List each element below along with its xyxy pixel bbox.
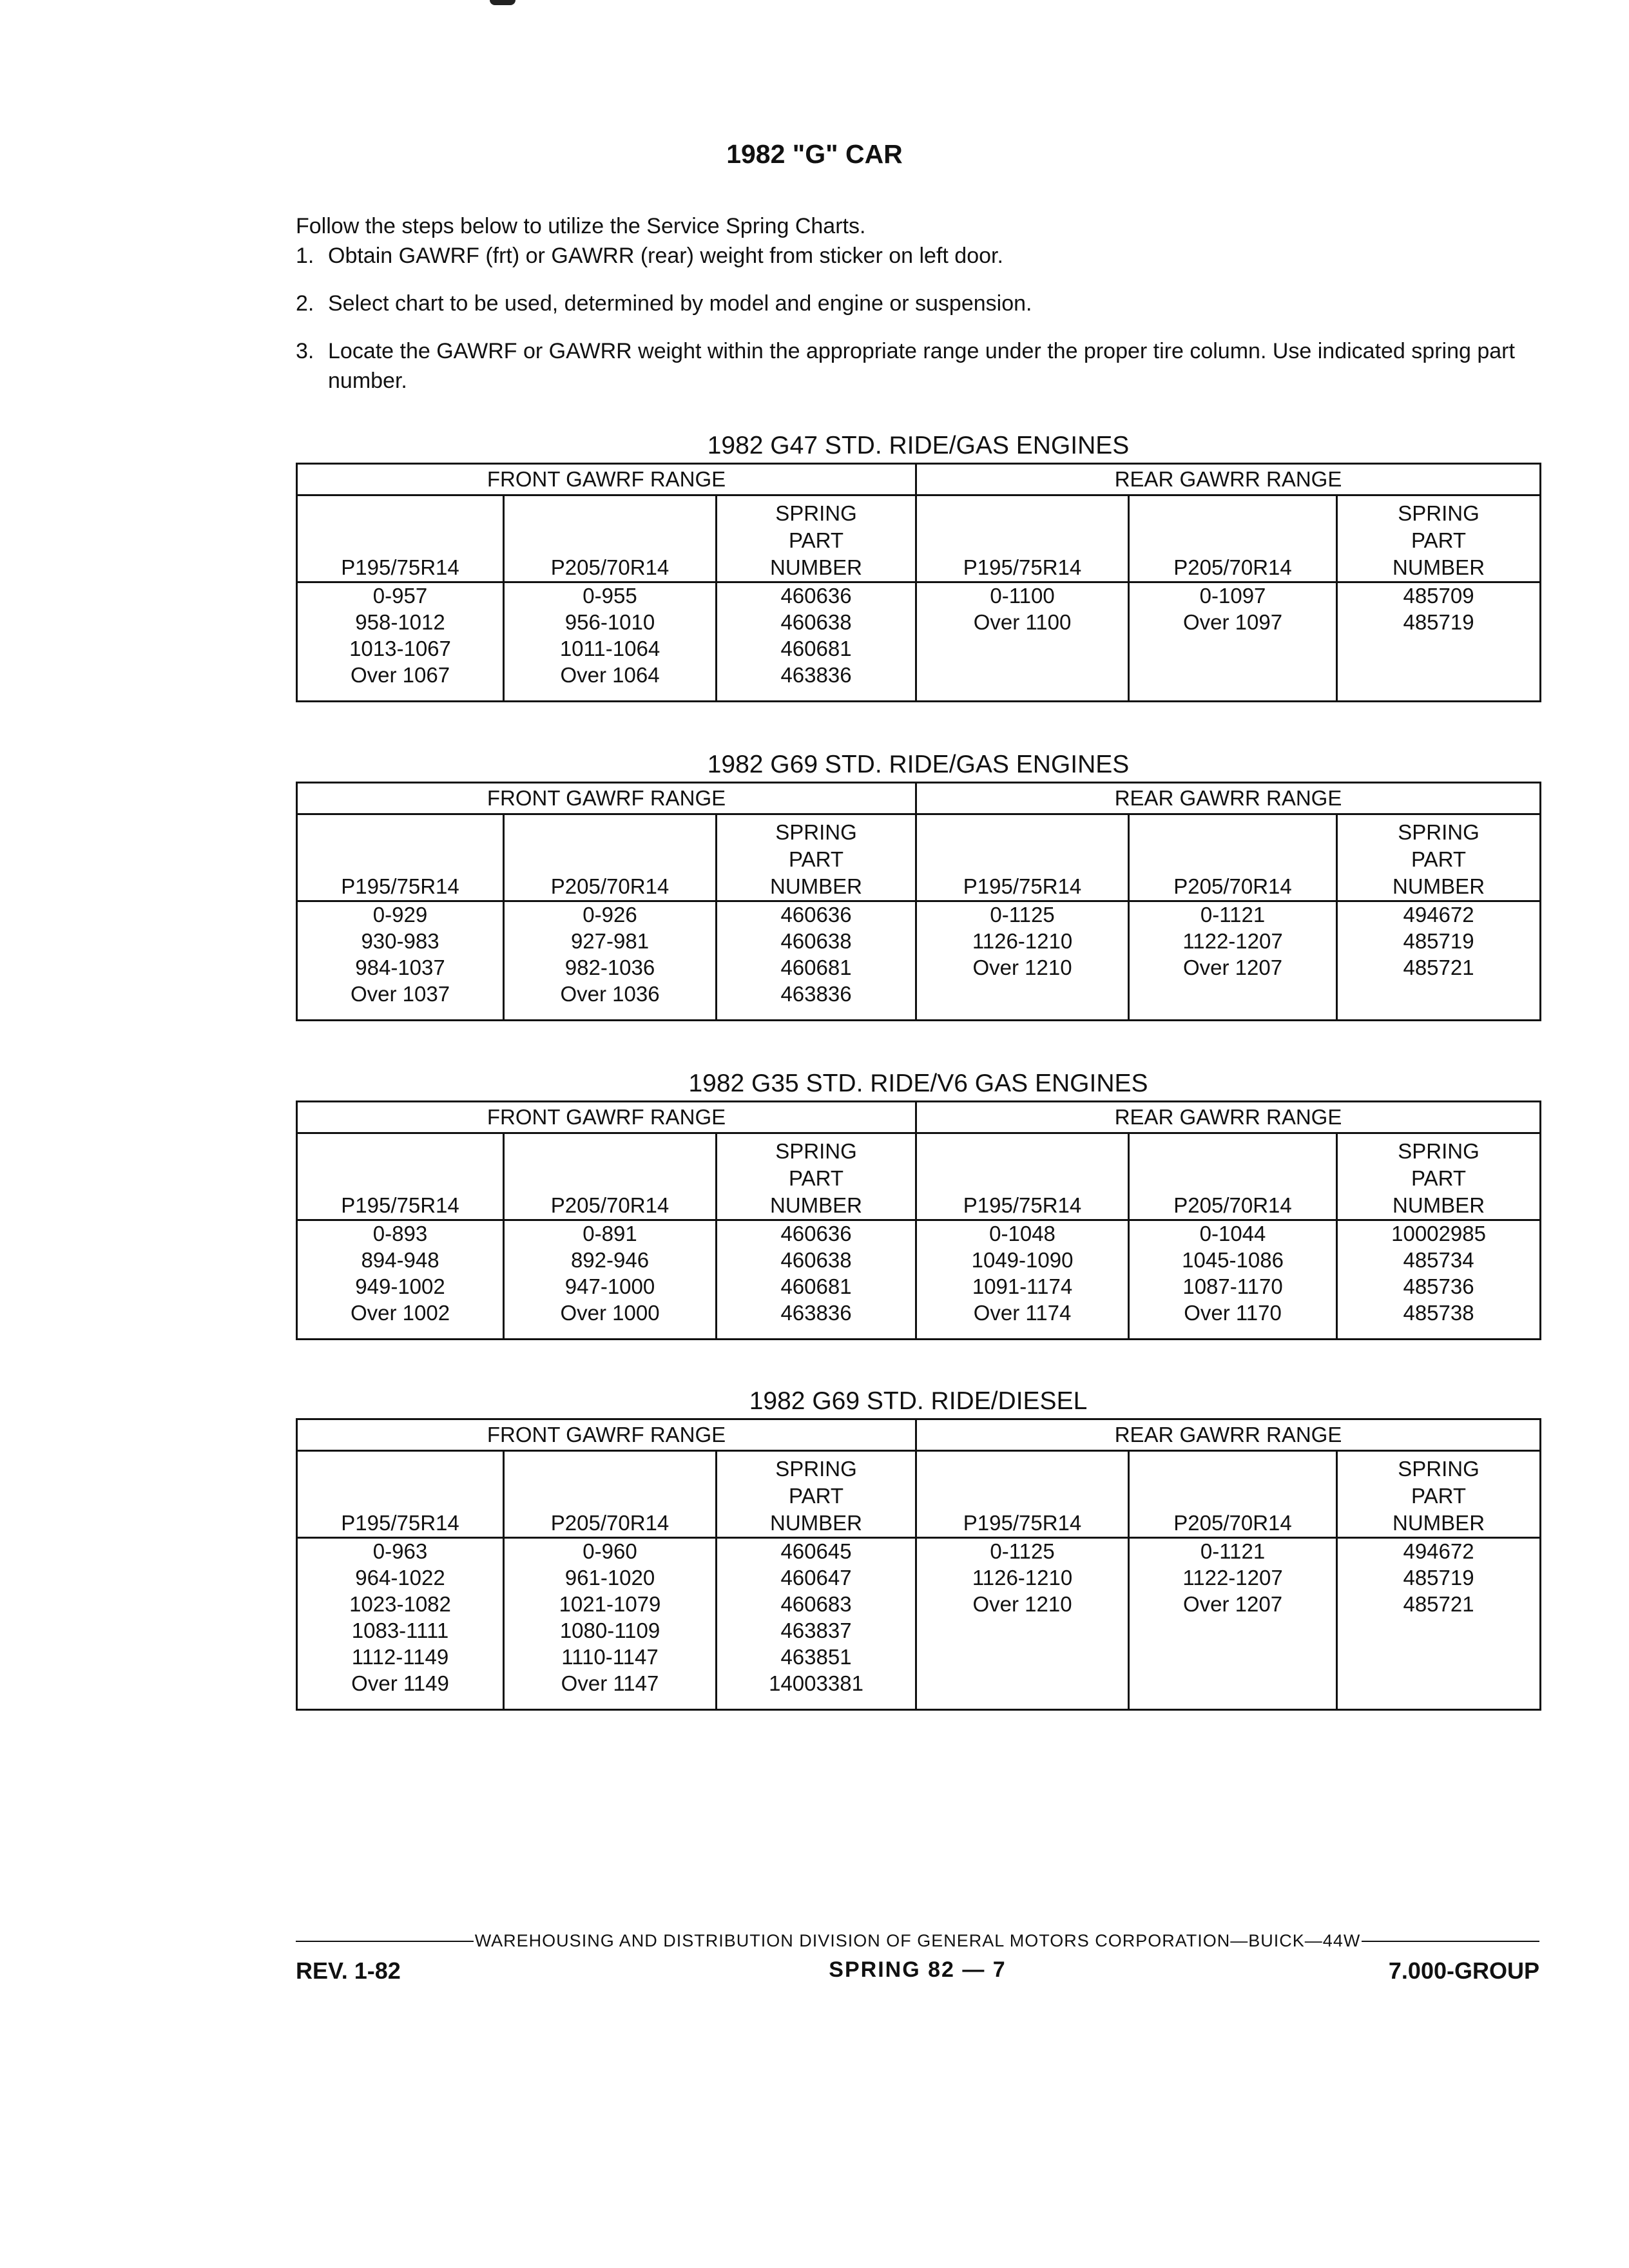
spring-part-number-header: [717, 1451, 916, 1538]
weight-range: Over 1000: [560, 1301, 660, 1325]
header-line-number: NUMBER: [1393, 555, 1485, 579]
front-range-header: FRONT GAWRF RANGE: [297, 1419, 916, 1451]
spring-part-number: 460638: [780, 610, 852, 634]
weight-range: 1122-1207: [1182, 1566, 1283, 1590]
weight-range: 1011-1064: [559, 637, 660, 660]
weight-range: 0-1121: [1200, 903, 1266, 927]
rear-p205-column: [1129, 1220, 1337, 1340]
weight-range: 956-1010: [564, 610, 655, 634]
chart-title: 1982 G47 STD. RIDE/GAS ENGINES: [707, 432, 1130, 459]
header-line-number: NUMBER: [770, 1511, 863, 1535]
spring-part-number: 485709: [1403, 584, 1474, 608]
step-number: 2.: [296, 291, 314, 316]
rear-part-column: [1337, 901, 1541, 1021]
spring-part-number: 463836: [780, 663, 852, 687]
rear-range-header: REAR GAWRR RANGE: [916, 464, 1541, 495]
header-line-spring: SPRING: [775, 820, 857, 844]
weight-range: 947-1000: [564, 1274, 655, 1298]
spring-part-number: 460645: [780, 1539, 852, 1563]
header-line-part: PART: [789, 528, 843, 552]
header-line-spring: SPRING: [1398, 1457, 1480, 1481]
chart-title: 1982 G69 STD. RIDE/GAS ENGINES: [707, 751, 1130, 778]
spring-part-number: 485721: [1403, 1592, 1474, 1616]
footer: [296, 1957, 1539, 1984]
header-line-number: NUMBER: [770, 874, 863, 898]
step-text: Select chart to be used, determined by model and engine or suspension.: [328, 291, 1032, 316]
weight-range: 0-926: [583, 903, 637, 927]
footer-division: WAREHOUSING AND DISTRIBUTION DIVISION OF GENERAL MOTORS CORPORATION—BUICK—44W: [474, 1931, 1361, 1950]
weight-range: 1122-1207: [1182, 929, 1283, 953]
rear-p205-column: [1129, 1538, 1337, 1710]
weight-range: Over 1170: [1184, 1301, 1282, 1325]
scan-artifact: [490, 0, 516, 5]
weight-range: Over 1036: [560, 982, 660, 1006]
weight-range: 927-981: [570, 929, 650, 953]
spring-part-number: 460636: [780, 584, 852, 608]
spring-part-number: 485719: [1403, 1566, 1474, 1590]
spring-chart-table: [296, 463, 1541, 702]
tire-p195-header: P195/75R14: [916, 814, 1129, 901]
weight-range: Over 1064: [560, 663, 660, 687]
front-range-header: FRONT GAWRF RANGE: [297, 464, 916, 495]
spring-part-number: 463851: [780, 1645, 852, 1669]
header-line-part: PART: [1411, 847, 1467, 871]
tire-p205-header: P205/70R14: [1129, 1451, 1337, 1538]
weight-range: 1049-1090: [971, 1248, 1074, 1272]
weight-range: 0-1125: [990, 1539, 1055, 1563]
instructions: [296, 211, 1546, 396]
weight-range: Over 1149: [351, 1671, 449, 1695]
spring-part-number: 460636: [780, 903, 852, 927]
front-p195-column: [297, 582, 504, 702]
spring-part-number: 485721: [1403, 956, 1474, 979]
weight-range: 1126-1210: [972, 929, 1073, 953]
spring-part-number-header: [1337, 495, 1541, 582]
spring-part-number: 460681: [780, 956, 852, 979]
rear-p195-column: [916, 901, 1129, 1021]
weight-range: Over 1100: [973, 610, 1072, 634]
front-p205-column: [504, 901, 717, 1021]
tire-p195-header: P195/75R14: [916, 495, 1129, 582]
tire-p195-header: P195/75R14: [297, 814, 504, 901]
spring-part-number: 463837: [780, 1619, 852, 1642]
spring-part-number: 494672: [1403, 1539, 1474, 1563]
header-line-part: PART: [789, 847, 843, 871]
weight-range: 1110-1147: [561, 1645, 659, 1669]
chart-title: 1982 G35 STD. RIDE/V6 GAS ENGINES: [688, 1070, 1148, 1097]
rear-part-column: [1337, 1538, 1541, 1710]
footer-rule-left: [296, 1941, 474, 1942]
spring-part-number: 485738: [1403, 1301, 1474, 1325]
tire-p195-header: P195/75R14: [916, 1451, 1129, 1538]
weight-range: 0-891: [583, 1222, 637, 1245]
weight-range: 0-1100: [990, 584, 1055, 608]
spring-part-number: 10002985: [1391, 1222, 1486, 1245]
spring-part-number-header: [1337, 1133, 1541, 1220]
front-p195-column: [297, 1220, 504, 1340]
tire-p205-header: P205/70R14: [504, 1133, 717, 1220]
weight-range: Over 1210: [972, 1592, 1072, 1616]
spring-part-number-header: [717, 814, 916, 901]
weight-range: Over 1207: [1182, 1592, 1283, 1616]
front-range-header: FRONT GAWRF RANGE: [297, 1102, 916, 1133]
spring-part-number: 494672: [1403, 903, 1474, 927]
chart-title: 1982 G69 STD. RIDE/DIESEL: [749, 1387, 1088, 1415]
header-line-part: PART: [789, 1484, 843, 1508]
weight-range: Over 1097: [1182, 610, 1283, 634]
weight-range: 958-1012: [355, 610, 445, 634]
spring-part-number: 460638: [780, 929, 852, 953]
header-line-spring: SPRING: [775, 501, 857, 525]
header-line-spring: SPRING: [775, 1139, 857, 1163]
header-line-part: PART: [789, 1166, 843, 1190]
footer-revision: REV. 1-82: [296, 1957, 401, 1984]
weight-range: 0-1044: [1199, 1222, 1266, 1245]
weight-range: 894-948: [361, 1248, 439, 1272]
weight-range: 1023-1082: [349, 1592, 451, 1616]
weight-range: 930-983: [361, 929, 439, 953]
step-text: Obtain GAWRF (frt) or GAWRR (rear) weight from sticker on left door.: [328, 244, 1003, 268]
table-row: [297, 582, 1541, 702]
front-part-column: [717, 1538, 916, 1710]
tire-p205-header: P205/70R14: [504, 1451, 717, 1538]
weight-range: 961-1020: [564, 1566, 655, 1590]
header-line-spring: SPRING: [1398, 501, 1480, 525]
header-line-number: NUMBER: [770, 1193, 863, 1217]
weight-range: 1080-1109: [559, 1619, 660, 1642]
spring-part-number-header: [717, 495, 916, 582]
spring-part-number: 485734: [1403, 1248, 1474, 1272]
rear-range-header: REAR GAWRR RANGE: [916, 783, 1541, 814]
instructions-lead: Follow the steps below to utilize the Service Spring Charts.: [296, 214, 866, 238]
weight-range: 1021-1079: [559, 1592, 661, 1616]
footer-division-line: [296, 1931, 1539, 1951]
weight-range: 892-946: [570, 1248, 650, 1272]
spring-part-number: 485719: [1403, 929, 1474, 953]
spring-part-number: 485719: [1403, 610, 1474, 634]
front-p195-column: [297, 1538, 504, 1710]
weight-range: 1083-1111: [351, 1619, 449, 1642]
step-number: 3.: [296, 339, 314, 363]
footer-group: 7.000-GROUP: [1388, 1957, 1539, 1984]
weight-range: 0-1125: [990, 903, 1055, 927]
spring-part-number: 460683: [780, 1592, 852, 1616]
table-row: [297, 901, 1541, 1021]
tire-p205-header: P205/70R14: [1129, 1133, 1337, 1220]
weight-range: 0-955: [583, 584, 637, 608]
weight-range: 0-893: [372, 1222, 428, 1245]
footer-page-label: SPRING 82 — 7: [829, 1957, 1007, 1982]
tire-p205-header: P205/70R14: [504, 495, 717, 582]
spring-part-number: 463836: [780, 982, 852, 1006]
spring-chart-table: [296, 1100, 1541, 1340]
front-part-column: [717, 901, 916, 1021]
weight-range: 1045-1086: [1182, 1248, 1284, 1272]
weight-range: Over 1002: [350, 1301, 450, 1325]
header-line-spring: SPRING: [775, 1457, 857, 1481]
rear-part-column: [1337, 1220, 1541, 1340]
weight-range: 1087-1170: [1182, 1274, 1283, 1298]
weight-range: 0-963: [372, 1539, 428, 1563]
header-line-spring: SPRING: [1398, 1139, 1480, 1163]
page-title: 1982 "G" CAR: [726, 139, 903, 169]
weight-range: 1112-1149: [351, 1645, 449, 1669]
spring-part-number: 485736: [1403, 1274, 1474, 1298]
rear-part-column: [1337, 582, 1541, 702]
front-p205-column: [504, 1220, 717, 1340]
weight-range: 984-1037: [355, 956, 445, 979]
spring-chart-table: [296, 1418, 1541, 1711]
header-line-part: PART: [1411, 1166, 1467, 1190]
weight-range: 0-957: [372, 584, 428, 608]
weight-range: 982-1036: [564, 956, 655, 979]
weight-range: Over 1037: [350, 982, 450, 1006]
header-line-number: NUMBER: [1393, 1193, 1485, 1217]
weight-range: Over 1067: [350, 663, 450, 687]
tire-p205-header: P205/70R14: [1129, 495, 1337, 582]
spring-part-number: 460638: [780, 1248, 852, 1272]
weight-range: Over 1147: [561, 1671, 659, 1695]
rear-p195-column: [916, 582, 1129, 702]
header-line-spring: SPRING: [1398, 820, 1480, 844]
weight-range: Over 1207: [1182, 956, 1283, 979]
front-part-column: [717, 1220, 916, 1340]
table-row: [297, 1538, 1541, 1710]
tire-p205-header: P205/70R14: [504, 814, 717, 901]
weight-range: 1013-1067: [349, 637, 451, 660]
front-part-column: [717, 582, 916, 702]
weight-range: 0-1097: [1199, 584, 1266, 608]
weight-range: 964-1022: [355, 1566, 445, 1590]
rear-p205-column: [1129, 582, 1337, 702]
spring-part-number-header: [717, 1133, 916, 1220]
step-number: 1.: [296, 244, 314, 268]
weight-range: 0-929: [372, 903, 428, 927]
front-p205-column: [504, 1538, 717, 1710]
instruction-step: [296, 336, 1546, 396]
spring-part-number: 463836: [780, 1301, 852, 1325]
spring-part-number: 460681: [780, 1274, 852, 1298]
table-row: [297, 1220, 1541, 1340]
weight-range: 1126-1210: [972, 1566, 1073, 1590]
weight-range: 1091-1174: [972, 1274, 1073, 1298]
tire-p205-header: P205/70R14: [1129, 814, 1337, 901]
step-text: Locate the GAWRF or GAWRR weight within the appropriate range under the proper tire column. Use indicated spring part number.: [328, 339, 1515, 393]
rear-p195-column: [916, 1538, 1129, 1710]
header-line-number: NUMBER: [1393, 874, 1485, 898]
footer-rule-right: [1362, 1941, 1539, 1942]
spring-part-number: 460681: [780, 637, 852, 660]
rear-range-header: REAR GAWRR RANGE: [916, 1102, 1541, 1133]
front-p195-column: [297, 901, 504, 1021]
weight-range: 0-1121: [1200, 1539, 1266, 1563]
spring-part-number: 460636: [780, 1222, 852, 1245]
weight-range: 949-1002: [355, 1274, 445, 1298]
spring-part-number: 460647: [780, 1566, 852, 1590]
spring-part-number-header: [1337, 1451, 1541, 1538]
instruction-step: [296, 289, 1546, 318]
instruction-step: [296, 241, 1546, 271]
rear-p205-column: [1129, 901, 1337, 1021]
spring-part-number: 14003381: [769, 1671, 863, 1695]
spring-part-number-header: [1337, 814, 1541, 901]
weight-range: Over 1210: [972, 956, 1072, 979]
spring-chart-table: [296, 782, 1541, 1021]
header-line-number: NUMBER: [770, 555, 863, 579]
weight-range: Over 1174: [973, 1301, 1072, 1325]
tire-p195-header: P195/75R14: [916, 1133, 1129, 1220]
tire-p195-header: P195/75R14: [297, 1451, 504, 1538]
front-range-header: FRONT GAWRF RANGE: [297, 783, 916, 814]
header-line-part: PART: [1411, 528, 1467, 552]
weight-range: 0-960: [583, 1539, 637, 1563]
front-p205-column: [504, 582, 717, 702]
rear-range-header: REAR GAWRR RANGE: [916, 1419, 1541, 1451]
weight-range: 0-1048: [989, 1222, 1055, 1245]
tire-p195-header: P195/75R14: [297, 495, 504, 582]
header-line-part: PART: [1411, 1484, 1467, 1508]
tire-p195-header: P195/75R14: [297, 1133, 504, 1220]
rear-p195-column: [916, 1220, 1129, 1340]
header-line-number: NUMBER: [1393, 1511, 1485, 1535]
